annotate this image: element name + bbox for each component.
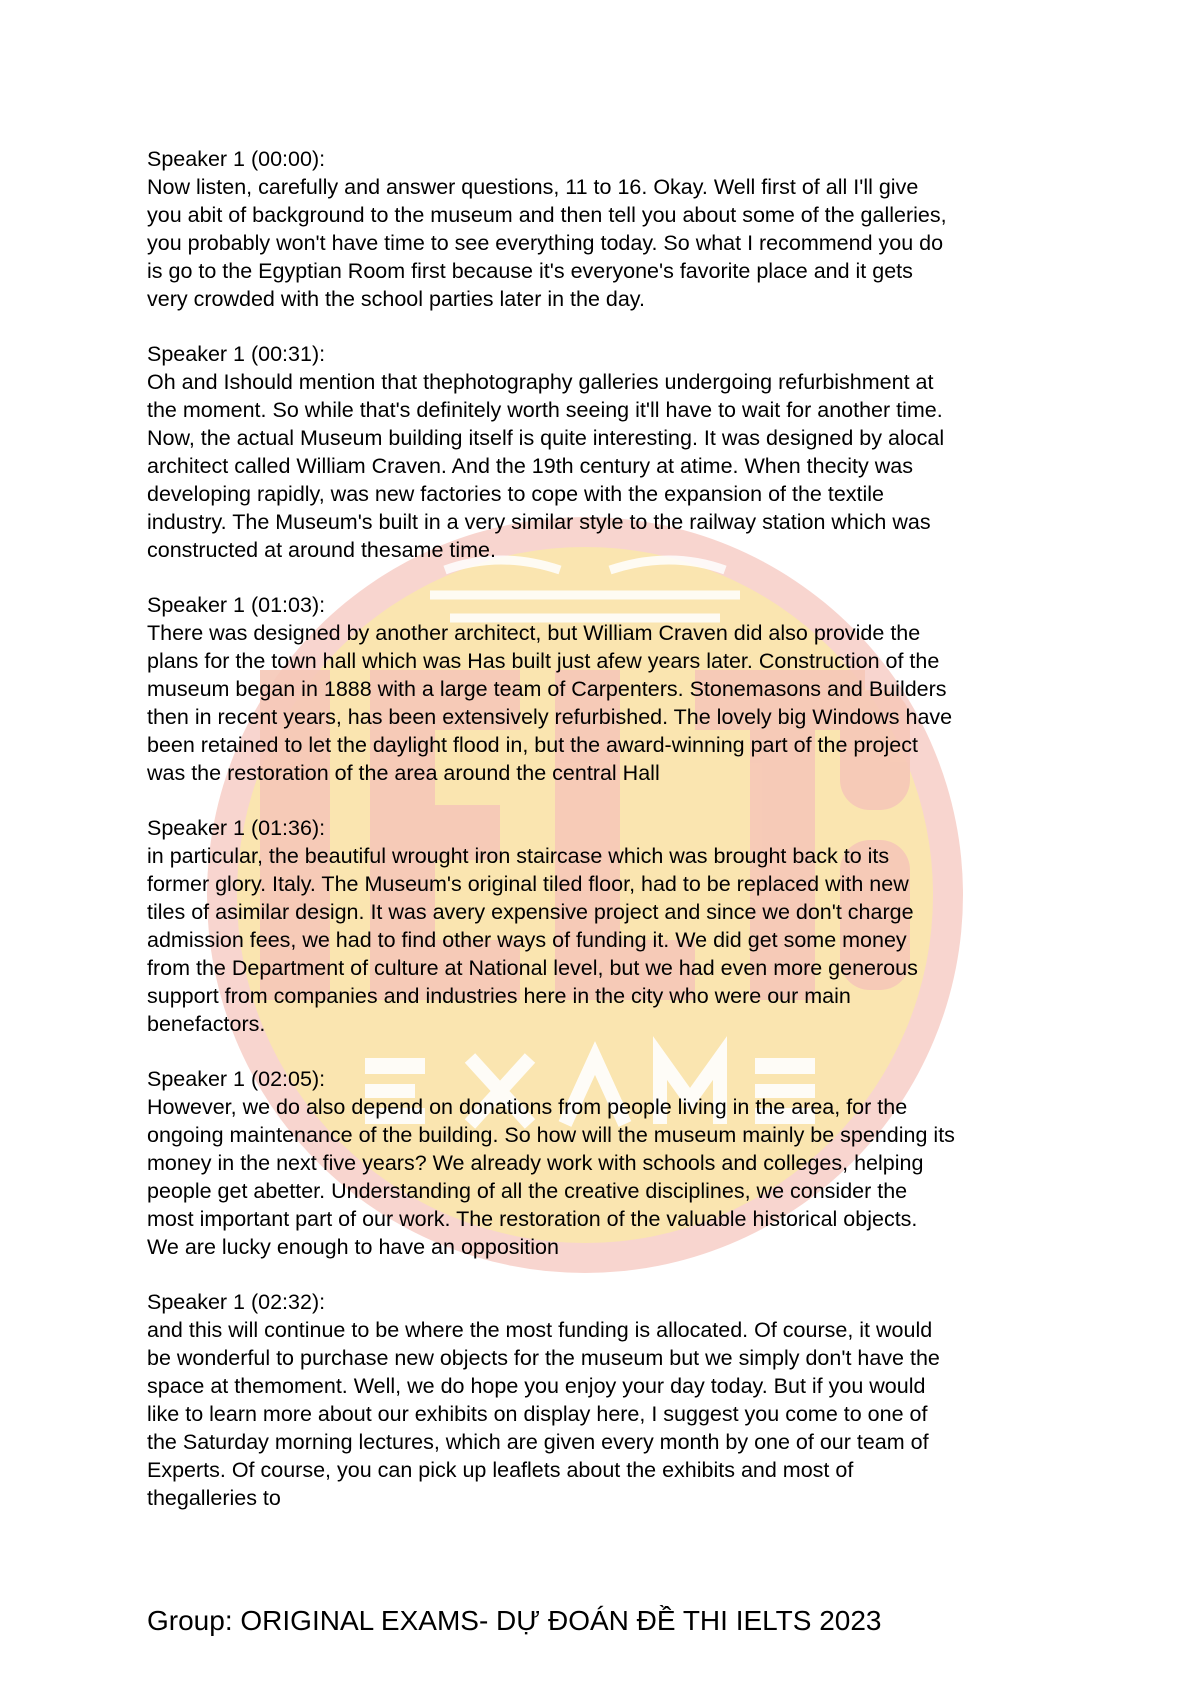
segment-text: Now listen, carefully and answer questions, 11 to 16. Okay. Well first of all I'll give you abit of background to the museum and then tell you about some of the galleries, you probably won't have time to see everything today. So what I recommend you do is go to the Egyptian Room first because it's everyone's favorite place and it gets very crowded with the school parties later in the day. [147,175,947,311]
transcript-segment [147,340,1067,564]
speaker-timestamp: Speaker 1 (01:36): [147,816,326,840]
transcript-segment [147,814,1067,1038]
speaker-timestamp: Speaker 1 (01:03): [147,593,326,617]
transcript-segment [147,145,1067,313]
speaker-timestamp: Speaker 1 (02:05): [147,1067,326,1091]
footer-group-label: Group: ORIGINAL EXAMS- DỰ ĐOÁN ĐỀ THI IELTS 2023 [147,1605,882,1636]
speaker-timestamp: Speaker 1 (00:00): [147,147,326,171]
transcript-segment [147,1288,1067,1512]
speaker-timestamp: Speaker 1 (02:32): [147,1290,326,1314]
transcript-segment [147,1065,1067,1261]
segment-text: in particular, the beautiful wrought iron staircase which was brought back to its former glory. Italy. The Museum's original tiled floor, had to be replaced with new tiles of asimilar design. It was avery expensive project and since we don't charge admission fees, we had to find other ways of funding it. We did get some money from the Department of culture at National level, but we had even more generous support from companies and industries here in the city who were our main benefactors. [147,844,918,1036]
segment-text: and this will continue to be where the most funding is allocated. Of course, it would be wonderful to purchase new objects for the museum but we simply don't have the space at themoment. Well, we do hope you enjoy your day today. But if you would like to learn more about our exhibits on display here, I suggest you come to one of the Saturday morning lectures, which are given every month by one of our team of Experts. Of course, you can pick up leaflets about the exhibits and most of thegalleries to [147,1318,940,1510]
speaker-timestamp: Speaker 1 (00:31): [147,342,326,366]
segment-text: However, we do also depend on donations from people living in the area, for the ongoing maintenance of the building. So how will the museum mainly be spending its money in the next five years? We already work with schools and colleges, helping people get abetter. Understanding of all the creative disciplines, we consider the most important part of our work. The restoration of the valuable historical objects. We are lucky enough to have an opposition [147,1095,955,1259]
segment-text: There was designed by another architect, but William Craven did also provide the plans for the town hall which was Has built just afew years later. Construction of the museum began in 1888 with a large team of Carpenters. Stonemasons and Builders then in recent years, has been extensively refurbished. The lovely big Windows have been retained to let the daylight flood in, but the award-winning part of the project was the restoration of the area around the central Hall [147,621,953,785]
segment-text: Oh and Ishould mention that thephotography galleries undergoing refurbishment at the moment. So while that's definitely worth seeing it'll have to wait for another time. Now, the actual Museum building itself is quite interesting. It was designed by alocal architect called William Craven. And the 19th century at atime. When thecity was developing rapidly, was new factories to cope with the expansion of the textile industry. The Museum's built in a very similar style to the railway station which was constructed at around thesame time. [147,370,945,562]
transcript-segment [147,591,1067,787]
transcript [147,145,1067,1539]
